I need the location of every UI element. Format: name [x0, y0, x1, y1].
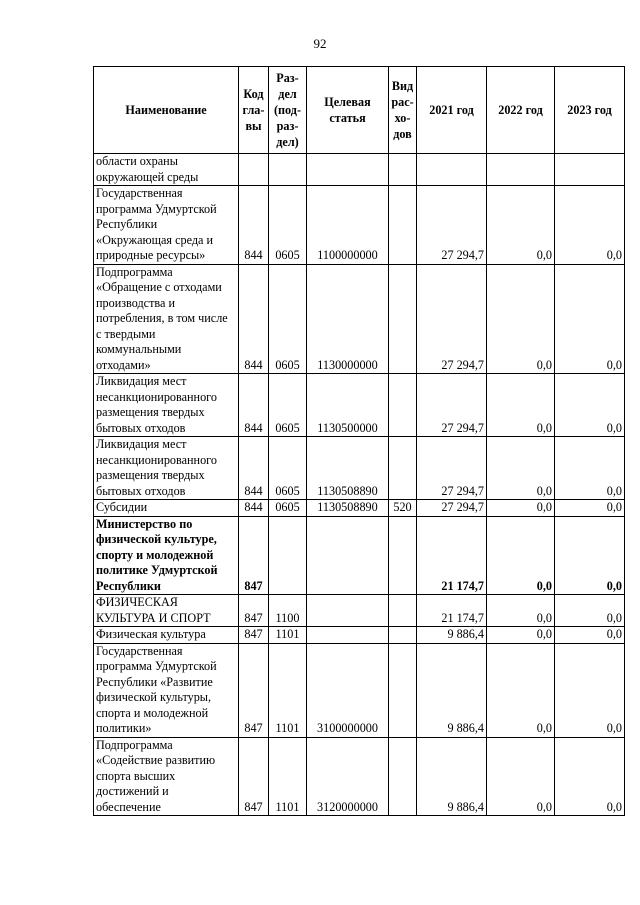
header-target: Целевая статья	[307, 67, 389, 154]
cell-2022: 0,0	[487, 437, 555, 500]
cell-section: 0605	[269, 186, 307, 265]
cell-expense	[389, 437, 417, 500]
cell-target: 3120000000	[307, 737, 389, 816]
cell-section: 0605	[269, 264, 307, 374]
cell-target: 1130508890	[307, 437, 389, 500]
cell-section: 0605	[269, 374, 307, 437]
cell-code: 844	[239, 437, 269, 500]
cell-expense	[389, 186, 417, 265]
cell-name: ФИЗИЧЕСКАЯ КУЛЬТУРА И СПОРТ	[94, 595, 239, 627]
cell-2022: 0,0	[487, 186, 555, 265]
cell-code: 847	[239, 643, 269, 737]
cell-code: 847	[239, 627, 269, 644]
cell-2022: 0,0	[487, 516, 555, 595]
cell-code	[239, 154, 269, 186]
cell-2022: 0,0	[487, 627, 555, 644]
cell-2023: 0,0	[555, 437, 625, 500]
cell-target	[307, 154, 389, 186]
header-2023: 2023 год	[555, 67, 625, 154]
cell-target	[307, 595, 389, 627]
cell-name: Подпрограмма «Содействие развитию спорта высших достижений и обеспечение	[94, 737, 239, 816]
cell-2023: 0,0	[555, 264, 625, 374]
table-row	[94, 500, 625, 517]
cell-expense	[389, 595, 417, 627]
cell-2022: 0,0	[487, 374, 555, 437]
cell-2023: 0,0	[555, 627, 625, 644]
cell-2021: 27 294,7	[417, 500, 487, 517]
cell-section	[269, 154, 307, 186]
cell-section: 0605	[269, 500, 307, 517]
cell-2021: 27 294,7	[417, 374, 487, 437]
table-row	[94, 627, 625, 644]
cell-2023: 0,0	[555, 374, 625, 437]
header-2022: 2022 год	[487, 67, 555, 154]
cell-2023	[555, 154, 625, 186]
cell-2022: 0,0	[487, 737, 555, 816]
cell-code: 847	[239, 595, 269, 627]
cell-name: Государственная программа Удмуртской Республики «Развитие физической культуры, спорта и молодежной политики»	[94, 643, 239, 737]
cell-2021: 9 886,4	[417, 627, 487, 644]
cell-2021: 21 174,7	[417, 516, 487, 595]
cell-2022	[487, 154, 555, 186]
budget-table	[93, 66, 625, 816]
header-2021: 2021 год	[417, 67, 487, 154]
header-name: Наименование	[94, 67, 239, 154]
header-row	[94, 67, 625, 154]
cell-code: 847	[239, 737, 269, 816]
cell-expense	[389, 737, 417, 816]
cell-name: области охраны окружающей среды	[94, 154, 239, 186]
cell-2021: 9 886,4	[417, 737, 487, 816]
table-row	[94, 374, 625, 437]
cell-section: 1101	[269, 643, 307, 737]
cell-expense	[389, 643, 417, 737]
cell-section: 1100	[269, 595, 307, 627]
cell-target: 1130508890	[307, 500, 389, 517]
header-expense: Вид рас-хо-дов	[389, 67, 417, 154]
table-row	[94, 595, 625, 627]
cell-expense	[389, 264, 417, 374]
table-row	[94, 437, 625, 500]
cell-2022: 0,0	[487, 264, 555, 374]
cell-code: 847	[239, 516, 269, 595]
table-row	[94, 643, 625, 737]
cell-2021: 9 886,4	[417, 643, 487, 737]
cell-name: Физическая культура	[94, 627, 239, 644]
cell-2022: 0,0	[487, 500, 555, 517]
cell-code: 844	[239, 374, 269, 437]
cell-section: 0605	[269, 437, 307, 500]
cell-2021: 27 294,7	[417, 264, 487, 374]
cell-2023: 0,0	[555, 516, 625, 595]
cell-expense: 520	[389, 500, 417, 517]
cell-2023: 0,0	[555, 500, 625, 517]
cell-section: 1101	[269, 627, 307, 644]
cell-2021	[417, 154, 487, 186]
cell-name: Подпрограмма «Обращение с отходами производства и потребления, в том числе с твердыми коммунальными отходами»	[94, 264, 239, 374]
table-row	[94, 264, 625, 374]
cell-expense	[389, 627, 417, 644]
cell-target	[307, 627, 389, 644]
cell-2023: 0,0	[555, 643, 625, 737]
cell-target: 3100000000	[307, 643, 389, 737]
cell-2021: 27 294,7	[417, 186, 487, 265]
cell-target: 1130500000	[307, 374, 389, 437]
cell-2021: 27 294,7	[417, 437, 487, 500]
cell-target: 1100000000	[307, 186, 389, 265]
cell-section	[269, 516, 307, 595]
cell-2023: 0,0	[555, 595, 625, 627]
cell-2023: 0,0	[555, 186, 625, 265]
cell-name: Ликвидация мест несанкционированного размещения твердых бытовых отходов	[94, 374, 239, 437]
table-row	[94, 154, 625, 186]
cell-2022: 0,0	[487, 643, 555, 737]
header-section: Раз-дел (под-раз-дел)	[269, 67, 307, 154]
cell-expense	[389, 374, 417, 437]
cell-target	[307, 516, 389, 595]
table-row	[94, 516, 625, 595]
cell-expense	[389, 154, 417, 186]
cell-name: Государственная программа Удмуртской Республики «Окружающая среда и природные ресурсы»	[94, 186, 239, 265]
table-row	[94, 186, 625, 265]
cell-name: Ликвидация мест несанкционированного размещения твердых бытовых отходов	[94, 437, 239, 500]
cell-code: 844	[239, 264, 269, 374]
cell-name: Министерство по физической культуре, спорту и молодежной политике Удмуртской Республики	[94, 516, 239, 595]
cell-2021: 21 174,7	[417, 595, 487, 627]
page-number: 92	[313, 36, 327, 51]
cell-name: Субсидии	[94, 500, 239, 517]
cell-code: 844	[239, 186, 269, 265]
table-row	[94, 737, 625, 816]
cell-expense	[389, 516, 417, 595]
cell-2022: 0,0	[487, 595, 555, 627]
cell-target: 1130000000	[307, 264, 389, 374]
header-code: Код гла-вы	[239, 67, 269, 154]
cell-2023: 0,0	[555, 737, 625, 816]
cell-code: 844	[239, 500, 269, 517]
cell-section: 1101	[269, 737, 307, 816]
